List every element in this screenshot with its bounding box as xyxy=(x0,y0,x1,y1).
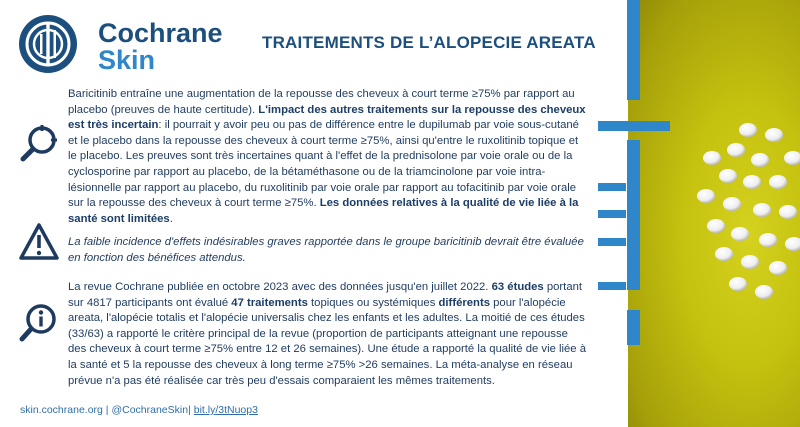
page-title: TRAITEMENTS DE L’ALOPECIE AREATA xyxy=(262,33,596,52)
p1-bold-1: L'impact des autres traitements sur la repousse des cheveux est très incertain xyxy=(68,103,586,132)
footer xyxy=(20,404,258,416)
warning-icon xyxy=(19,222,59,262)
decor-bar xyxy=(598,183,626,191)
warning-paragraph: La faible incidence d'effets indésirables graves rapportée dans le groupe baricitinib devrait être évaluée en fonction des bénéfices attendus. xyxy=(68,236,584,264)
decor-bar xyxy=(598,282,626,290)
p1-text-3: . xyxy=(169,212,173,225)
review-info-paragraph xyxy=(68,280,588,389)
brand-line1: Cochrane xyxy=(98,18,223,48)
info-search-icon xyxy=(19,303,59,343)
decor-bar xyxy=(627,140,640,290)
summary-paragraph xyxy=(68,87,588,227)
decor-bar xyxy=(598,238,626,246)
footer-separator: | xyxy=(102,404,112,416)
brand-name xyxy=(98,20,223,74)
decor-bar xyxy=(627,310,640,345)
p1-text-2: : il pourrait y avoir peu ou pas de différence entre le dupilumab par voie sous-cutané et le placebo dans la repousse des cheveux à court terme ≥75%, ainsi qu'entre le ruxolitinib topique et le placebo. Les preuves sont très incertaines quant à l'effet de la prednisolone par voie orale ou de la cyclosporine par rapport au placebo, de la bétaméthasone ou de la triamcinolone par voie intra-lésionnelle par rapport au placebo, du ruxolitinib par voie orale par rapport au tofacitinib par voie orale sur la repousse des cheveux à court terme ≥75%. xyxy=(68,119,579,210)
p1-text-1: Baricitinib entraîne une augmentation de la repousse des cheveux à court terme ≥75% par rapport au placebo (preuves de haute certitude). xyxy=(68,88,575,116)
footer-short-link[interactable]: bit.ly/3tNuop3 xyxy=(193,404,258,416)
footer-handle-link[interactable]: @CochraneSkin xyxy=(111,404,189,416)
footer-separator: | xyxy=(188,404,194,416)
p3-bold-3: différents xyxy=(438,296,490,309)
footer-site-link[interactable]: skin.cochrane.org xyxy=(20,404,103,416)
p1-bold-2: Les données relatives à la qualité de vie liée à la santé sont limitées xyxy=(68,197,579,225)
p3-text-2: portant sur 4817 participants ont évalué xyxy=(68,281,583,309)
p3-bold-2: 47 traitements xyxy=(231,296,308,309)
search-target-icon xyxy=(19,123,59,163)
p3-bold-1: 63 études xyxy=(491,281,544,293)
p3-text-4: pour l'alopécie areata, l'alopécie totalis et l'alopécie universalis chez les enfants et les adultes. La moitié de ces études (33/63) a rapporté le critère principal de la revue (proportion de participants atteignant une repousse des cheveux à court terme ≥75% entre 12 et 26 semaines). Une étude a rapporté la qualité de vie liée à la santé et 5 la repousse des cheveux à long terme ≥75% >26 semaines. La méta-analyse en réseau prévue n'a pas été réalisée car très peu d'essais comparaient les mêmes traitements. xyxy=(68,296,587,387)
brand-line2: Skin xyxy=(98,45,156,75)
p3-text-3: topiques ou systémiques xyxy=(307,296,439,309)
decor-bar xyxy=(598,121,670,131)
pills-illustration xyxy=(628,0,800,427)
pills-photo xyxy=(628,0,800,427)
decor-bar xyxy=(598,210,626,218)
p3-text-1: La revue Cochrane publiée en octobre 2023 avec des données jusqu'en juillet 2022. xyxy=(68,281,492,293)
cochrane-logo-icon xyxy=(18,14,78,74)
decor-bar xyxy=(627,0,640,100)
